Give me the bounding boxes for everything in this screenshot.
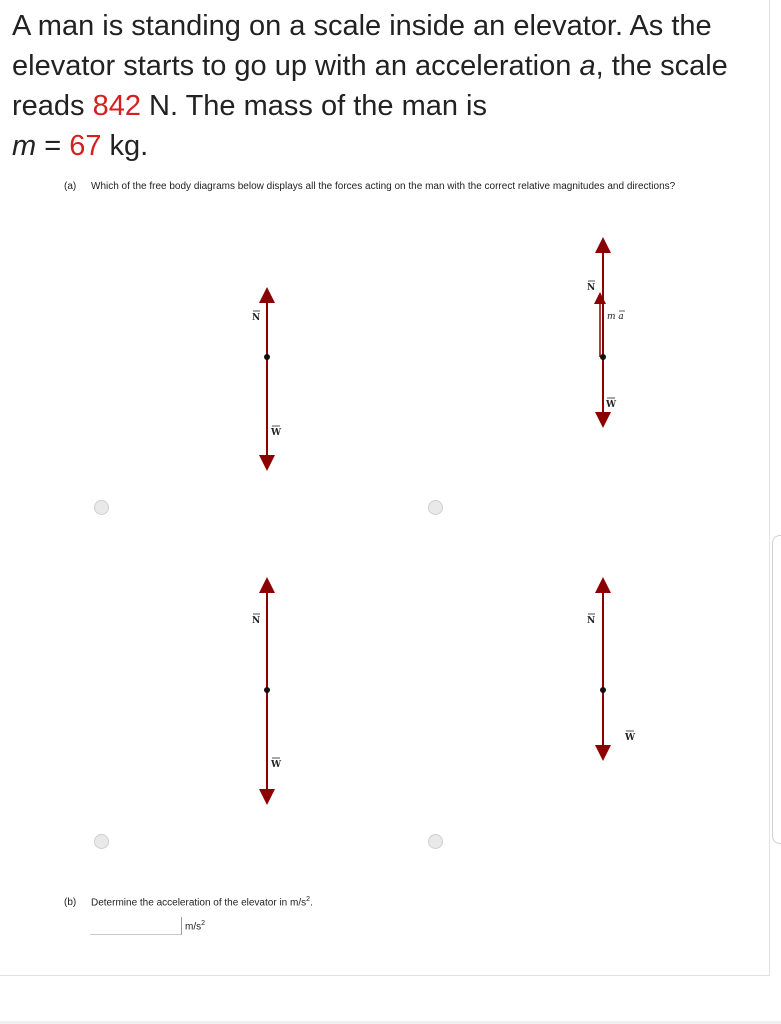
fbd-option-3 <box>240 575 300 810</box>
unit-label: $m/s^2$ <box>185 920 206 933</box>
part-b-question: (b) Determine the acceleration of the elevator in $m/s^2$. <box>64 896 313 909</box>
acceleration-answer-input[interactable] <box>90 917 182 935</box>
part-b-label: (b) <box>64 897 77 909</box>
part-a-question <box>64 181 675 192</box>
scrollbar[interactable] <box>772 535 781 844</box>
center-dot <box>264 354 270 360</box>
option-1-radio[interactable] <box>94 500 109 515</box>
normal-force-label: N <box>252 313 261 323</box>
fbd-option-4 <box>575 575 645 765</box>
center-dot <box>600 687 606 693</box>
part-b-text: Determine the acceleration of the elevator in m/s <box>91 897 307 909</box>
weight-label: W <box>625 733 636 743</box>
weight-label: W <box>271 760 282 770</box>
ma-label: m a <box>607 312 624 322</box>
center-dot <box>600 354 606 360</box>
problem-statement: A man is standing on a scale inside an elevator. As the elevator starts to go up with an acceleration a, the scale reads 842 N. The mass of the man is m = 67 kg. <box>12 10 728 162</box>
weight-label: W <box>271 428 282 438</box>
option-4-radio[interactable] <box>428 834 443 849</box>
part-a-text: Which of the free body diagrams below displays all the forces acting on the man with the correct relative magnitudes and directions? <box>91 181 676 192</box>
fbd-option-2 <box>575 235 665 435</box>
option-3-radio[interactable] <box>94 834 109 849</box>
part-a-label: (a) <box>64 181 77 192</box>
normal-force-label: N <box>587 616 596 626</box>
option-2-radio[interactable] <box>428 500 443 515</box>
normal-force-label: N <box>587 283 596 293</box>
normal-force-label: N <box>252 616 261 626</box>
center-dot <box>264 687 270 693</box>
fbd-option-1 <box>240 285 300 475</box>
weight-label: W <box>606 400 617 410</box>
